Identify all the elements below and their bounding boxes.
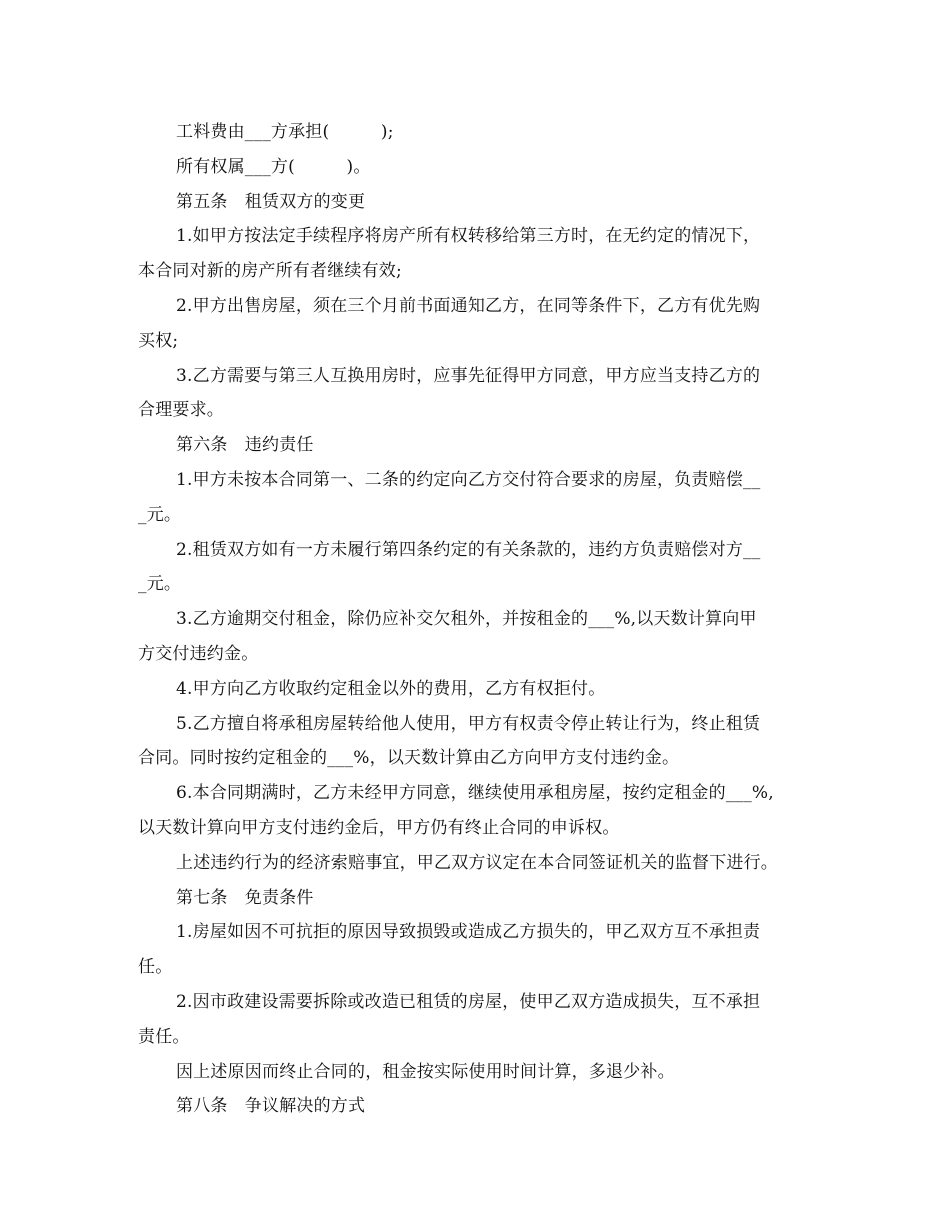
section-heading: 第八条 争议解决的方式: [176, 1096, 366, 1117]
clause-line: 2.租赁双方如有一方未履行第四条约定的有关条款的，违约方负责赔偿对方__: [176, 539, 761, 560]
clause-continuation: 合同。同时按约定租金的___%，以天数计算由乙方向甲方支付违约金。: [138, 748, 680, 769]
clause-line: 3.乙方需要与第三人互换用房时，应事先征得甲方同意，甲方应当支持乙方的: [176, 365, 761, 386]
clause-continuation: 合理要求。: [138, 400, 224, 421]
paragraph-line: 因上述原因而终止合同的，租金按实际使用时间计算，多退少补。: [176, 1061, 675, 1082]
text-line: 所有权属___方( )。: [176, 156, 371, 177]
section-heading: 第六条 违约责任: [176, 435, 314, 456]
clause-line: 6.本合同期满时，乙方未经甲方同意，继续使用承租房屋，按约定租金的___%,: [176, 783, 774, 804]
clause-continuation: 方交付违约金。: [138, 643, 259, 664]
clause-line: 2.因市政建设需要拆除或改造已租赁的房屋，使甲乙双方造成损失，互不承担: [176, 991, 761, 1012]
clause-line: 1.甲方未按本合同第一、二条的约定向乙方交付符合要求的房屋，负责赔偿__: [176, 469, 761, 490]
clause-line: 5.乙方擅自将承租房屋转给他人使用，甲方有权责令停止转让行为，终止租赁: [176, 713, 761, 734]
clause-continuation: _元。: [138, 504, 182, 525]
clause-line: 1.房屋如因不可抗拒的原因导致损毁或造成乙方损失的，甲乙双方互不承担责: [176, 922, 761, 943]
clause-line: 3.乙方逾期交付租金，除仍应补交欠租外，并按租金的___%,以天数计算向甲: [176, 609, 757, 630]
clause-continuation: 买权;: [138, 330, 179, 351]
document-body: [138, 115, 828, 1124]
clause-line: 1.如甲方按法定手续程序将房产所有权转移给第三方时，在无约定的情况下，: [176, 226, 761, 247]
clause-continuation: _元。: [138, 574, 182, 595]
clause-line: 4.甲方向乙方收取约定租金以外的费用，乙方有权拒付。: [176, 678, 606, 699]
clause-continuation: 以天数计算向甲方支付违约金后，甲方仍有终止合同的申诉权。: [138, 817, 620, 838]
clause-continuation: 责任。: [138, 1026, 190, 1047]
clause-line: 2.甲方出售房屋，须在三个月前书面通知乙方，在同等条件下，乙方有优先购: [176, 295, 761, 316]
paragraph-line: 上述违约行为的经济索赔事宜，甲乙双方议定在本合同签证机关的监督下进行。: [176, 852, 778, 873]
clause-continuation: 任。: [138, 957, 173, 978]
text-line: 工料费由___方承担( );: [176, 122, 394, 142]
section-heading: 第七条 免责条件: [176, 887, 314, 908]
clause-continuation: 本合同对新的房产所有者继续有效;: [138, 261, 402, 282]
section-heading: 第五条 租赁双方的变更: [176, 191, 366, 212]
